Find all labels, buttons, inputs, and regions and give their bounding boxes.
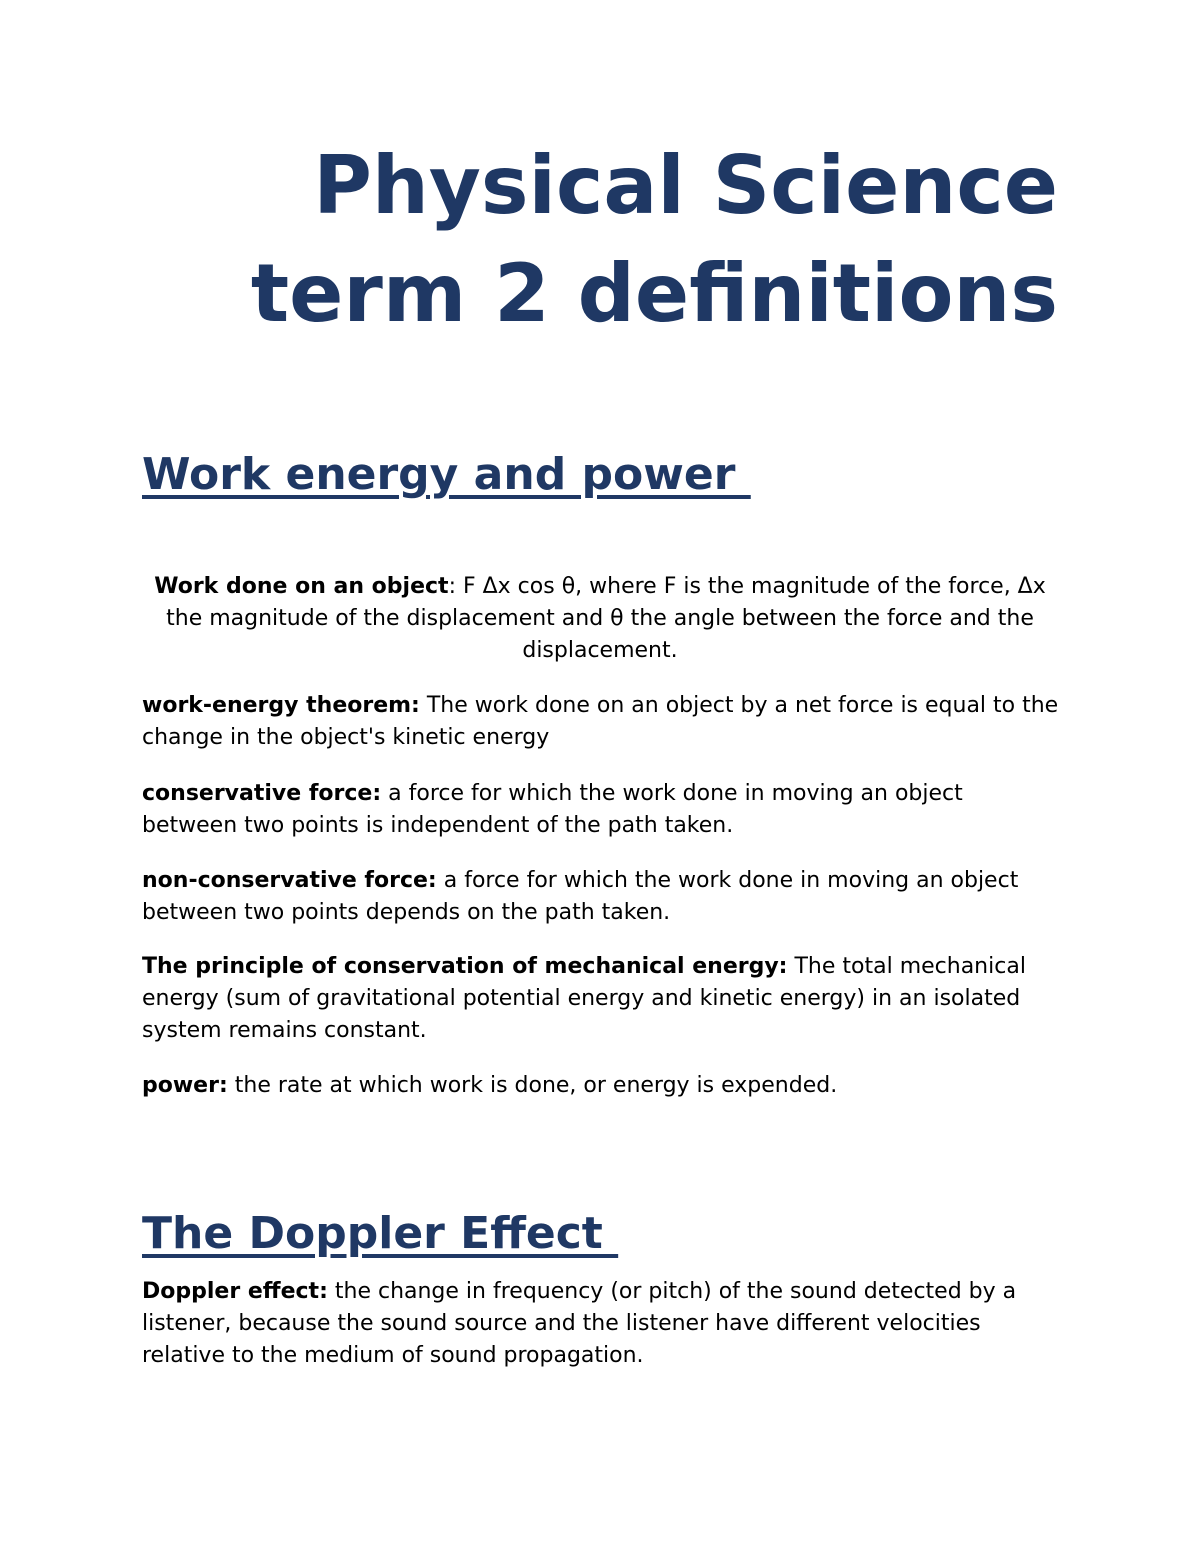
definition-term: Doppler effect: bbox=[142, 1279, 328, 1304]
definition-separator bbox=[420, 693, 427, 718]
document-title-line-1: Physical Science bbox=[313, 139, 1058, 232]
definition-term: work-energy theorem: bbox=[142, 693, 420, 718]
definition-text: a force for which the work done in moving an object between two points is independent of the path taken. bbox=[142, 781, 963, 838]
definition-conservative-force bbox=[142, 778, 1062, 842]
section-heading-work-energy-power: Work energy and power bbox=[142, 449, 751, 500]
definition-term: The principle of conservation of mechanical energy: bbox=[142, 954, 788, 979]
definition-non-conservative-force bbox=[142, 865, 1062, 929]
document-title-line-2: term 2 definitions bbox=[250, 247, 1058, 340]
definition-text: The work done on an object by a net force is equal to the change in the object's kinetic energy bbox=[142, 693, 1059, 750]
definition-separator bbox=[228, 1073, 235, 1098]
definition-text: a force for which the work done in moving an object between two points depends on the path taken. bbox=[142, 868, 1019, 925]
definition-term: power: bbox=[142, 1073, 228, 1098]
definition-work-energy-theorem bbox=[142, 690, 1062, 754]
definition-separator bbox=[328, 1279, 335, 1304]
definition-term: Work done on an object bbox=[154, 574, 449, 599]
section-heading-doppler-effect: The Doppler Effect bbox=[142, 1208, 619, 1259]
definition-term: non-conservative force: bbox=[142, 868, 437, 893]
definition-doppler-effect bbox=[142, 1276, 1062, 1372]
definition-text: the change in frequency (or pitch) of the sound detected by a listener, because the sound source and the listener have different velocities relative to the medium of sound propagation. bbox=[142, 1279, 1017, 1368]
definition-work-done bbox=[140, 571, 1060, 667]
definition-text: F Δx cos θ, where F is the magnitude of the force, Δx the magnitude of the displacement and θ the angle between the force and the displacement. bbox=[166, 574, 1046, 663]
definition-term: conservative force: bbox=[142, 781, 382, 806]
definition-text: The total mechanical energy (sum of gravitational potential energy and kinetic energy) in an isolated system remains constant. bbox=[142, 954, 1026, 1043]
definition-power bbox=[142, 1070, 1062, 1102]
definition-conservation-mechanical-energy bbox=[142, 951, 1062, 1047]
definition-text: the rate at which work is done, or energy is expended. bbox=[234, 1073, 838, 1098]
definition-separator: : bbox=[448, 574, 463, 599]
definition-separator bbox=[437, 868, 444, 893]
